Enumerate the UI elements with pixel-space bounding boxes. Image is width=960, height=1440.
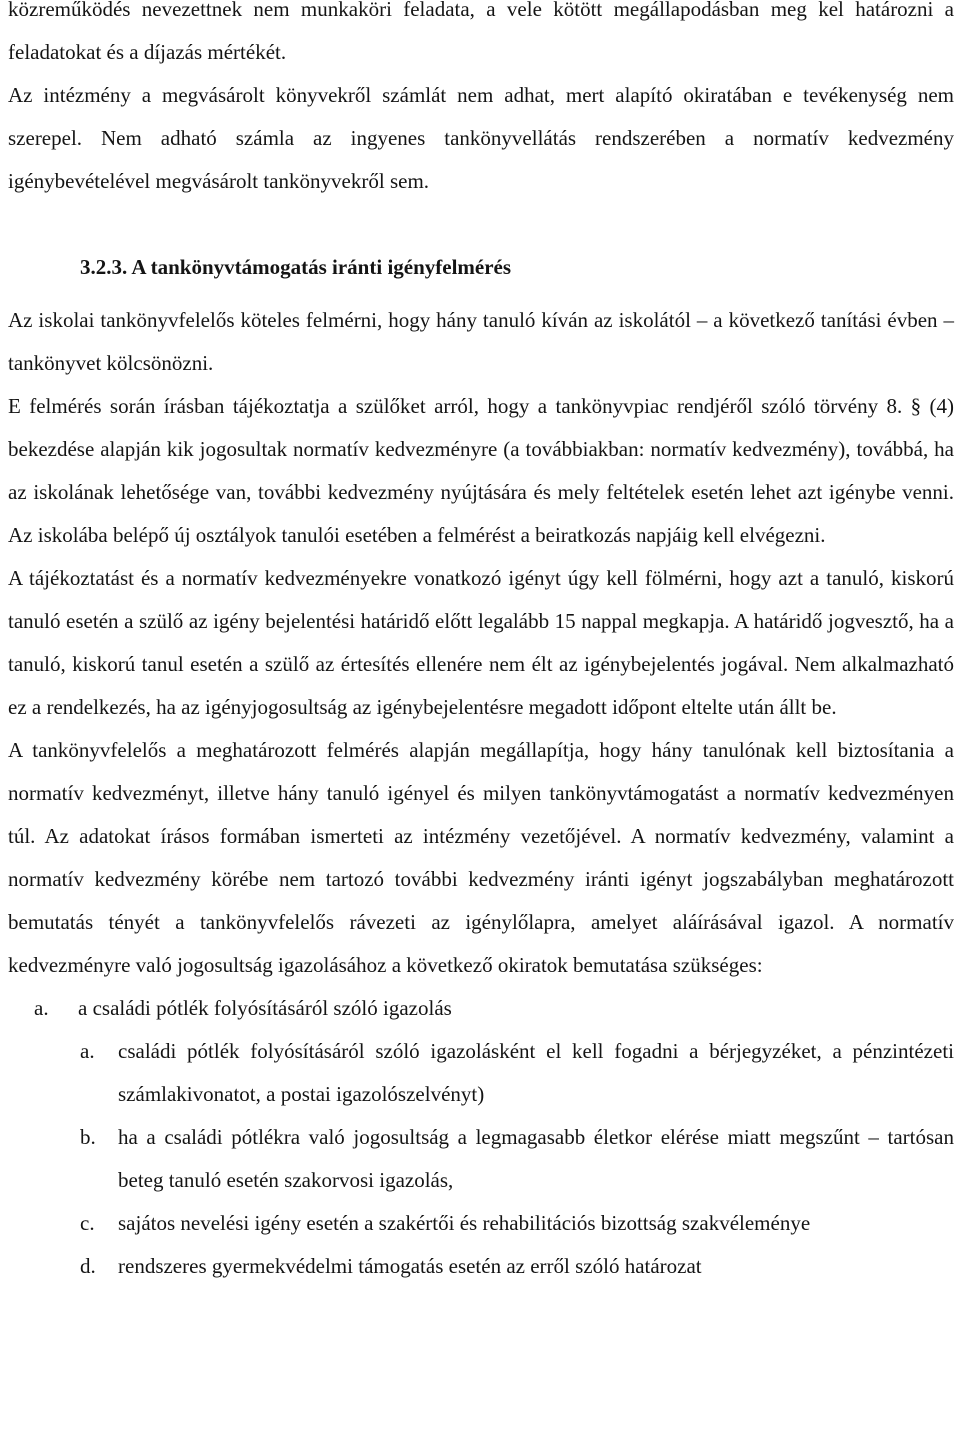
section-heading: 3.2.3. A tankönyvtámogatás iránti igényfelmérés: [80, 255, 512, 279]
list-item-text: a családi pótlék folyósításáról szóló igazolás: [78, 996, 452, 1020]
paragraph-deadline: A tájékoztatást és a normatív kedvezményekre vonatkozó igényt úgy kell fölmérni, hogy azt a tanuló, kiskorú tanuló esetén a szülő az igény bejelentési határidő előtt legalább 15 nappal megkapja. A határidő jogvesztő, ha a tanuló, kiskorú tanul esetén a szülő az értesítés ellenére nem élt az igénybejelentés jogával. Nem alkalmazható ez a rendelkezés, ha az igényjogosultság az igénybejelentésre megadott időpont eltelte után állt be.: [8, 566, 954, 719]
sublist-marker: d.: [80, 1254, 96, 1278]
sublist-marker: b.: [80, 1125, 96, 1149]
sublist-item-text: ha a családi pótlékra való jogosultság a legmagasabb életkor elérése miatt megszűnt – tartósan beteg tanuló esetén szakorvosi igazolás,: [118, 1125, 954, 1192]
sublist-item-text: rendszeres gyermekvédelmi támogatás esetén az erről szóló határozat: [118, 1254, 702, 1278]
document-list: [8, 987, 954, 1030]
document-page: [8, 0, 954, 1288]
document-sublist: [8, 1030, 954, 1288]
sublist-item: [8, 1202, 954, 1245]
paragraph-contract-note: közreműködés nevezettnek nem munkaköri feladata, a vele kötött megállapodásban meg kel határozni a feladatokat és a díjazás mértékét.: [8, 0, 954, 64]
sublist-marker: a.: [80, 1039, 95, 1063]
sublist-marker: c.: [80, 1211, 95, 1235]
sublist-item-text: sajátos nevelési igény esetén a szakértői és rehabilitációs bizottság szakvéleménye: [118, 1211, 811, 1235]
sublist-item: [8, 1030, 954, 1116]
sublist-item: [8, 1245, 954, 1288]
paragraph-textbook-officer: A tankönyvfelelős a meghatározott felmérés alapján megállapítja, hogy hány tanulónak kell biztosítania a normatív kedvezményt, illetve hány tanuló igényel és milyen tankönyvtámogatást a normatív kedvezményen túl. Az adatokat írásos formában ismerteti az intézmény vezetőjével. A normatív kedvezmény, valamint a normatív kedvezmény körébe nem tartozó további kedvezmény iránti igényt jogszabályban meghatározott bemutatás tényét a tankönyvfelelős rávezeti az igénylőlapra, amelyet aláírásával igazol. A normatív kedvezményre való jogosultság igazolásához a következő okiratok bemutatása szükséges:: [8, 738, 954, 977]
list-item: [8, 987, 954, 1030]
sublist-item: [8, 1116, 954, 1202]
spacer: [8, 203, 954, 246]
paragraph-survey-intro: Az iskolai tankönyvfelelős köteles felmérni, hogy hány tanuló kíván az iskolától – a következő tanítási évben – tankönyvet kölcsönözni.: [8, 308, 954, 375]
spacer: [8, 289, 954, 299]
paragraph-invoice-note: Az intézmény a megvásárolt könyvekről számlát nem adhat, mert alapító okiratában e tevékenység nem szerepel. Nem adható számla az ingyenes tankönyvellátás rendszerében a normatív kedvezmény igénybevételével megvásárolt tankönyvekről sem.: [8, 83, 954, 193]
paragraph-parent-information: E felmérés során írásban tájékoztatja a szülőket arról, hogy a tankönyvpiac rendjéről szóló törvény 8. § (4) bekezdése alapján kik jogosultak normatív kedvezményre (a továbbiakban: normatív kedvezmény), továbbá, ha az iskolának lehetősége van, további kedvezmény nyújtására és mely feltételek esetén lehet azt igénybe venni. Az iskolába belépő új osztályok tanulói esetében a felmérést a beiratkozás napjáig kell elvégezni.: [8, 394, 954, 547]
list-marker: a.: [34, 996, 49, 1020]
sublist-item-text: családi pótlék folyósításáról szóló igazolásként el kell fogadni a bérjegyzéket, a pénzintézeti számlakivonatot, a postai igazolószelvényt): [118, 1039, 954, 1106]
